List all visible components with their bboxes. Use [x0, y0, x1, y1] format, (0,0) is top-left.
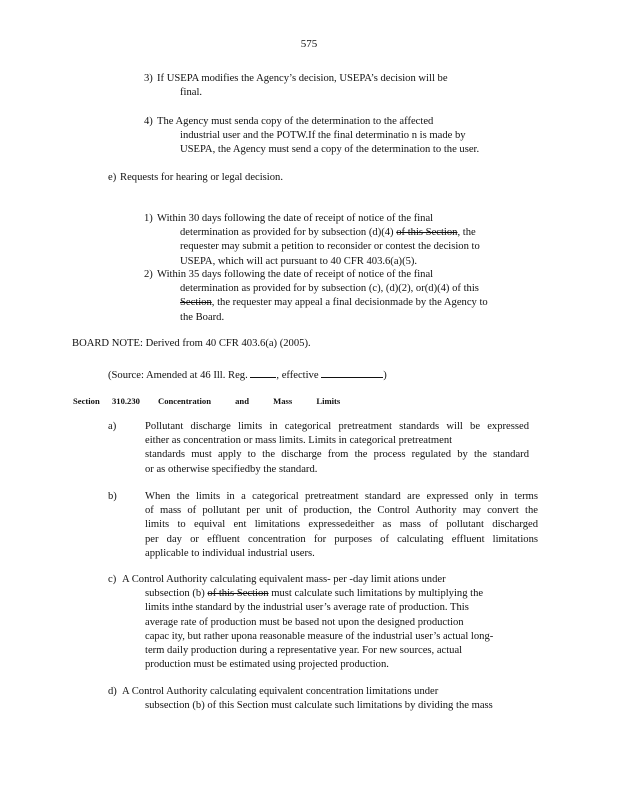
paragraph-line: limits to equival ent limitations expressedeither as mass of pollutant discharged: [145, 519, 538, 531]
paragraph-label: 3): [144, 73, 153, 84]
text-span: , the requester may appeal a final decisionmade by the Agency to: [211, 297, 488, 309]
paragraph-label: 4): [144, 116, 153, 127]
subsection-label: e): [108, 172, 117, 183]
paragraph-line: the Board.: [180, 311, 225, 323]
section-label: Section: [73, 396, 100, 406]
paragraph-line: of mass of pollutant per unit of production, the Control Authority may convert the: [145, 505, 538, 517]
source-note: [108, 366, 387, 383]
paragraph-line: USEPA, which will act pursuant to 40 CFR 403.6(a)(5).: [180, 255, 418, 267]
board-note: BOARD NOTE: Derived from 40 CFR 403.6(a) (2005).: [72, 338, 311, 349]
paragraph-line: If USEPA modifies the Agency’s decision, USEPA’s decision will be: [157, 73, 448, 84]
paragraph-line: A Control Authority calculating equivalent concentration limitations under: [122, 686, 439, 697]
paragraph-line: capac ity, but rather upona reasonable measure of the industrial user’s actual long-: [145, 630, 494, 642]
paragraph-line: Pollutant discharge limits in categorical pretreatment standards will be expressed: [145, 421, 529, 432]
struck-text: Section: [180, 297, 212, 309]
text-span: determination as provided for by subsection (d)(4): [180, 227, 394, 239]
section-number: 310.230: [112, 396, 140, 406]
paragraph-line: production must be estimated using projected production.: [145, 659, 389, 671]
paragraph-line: Within 30 days following the date of receipt of notice of the final: [157, 213, 434, 224]
paragraph-line: USEPA, the Agency must send a copy of the determination to the user.: [180, 144, 480, 156]
text-span: subsection (b): [145, 588, 205, 600]
blank-register-number: [250, 366, 276, 378]
text-span: , the: [457, 227, 476, 239]
subsection-label: a): [108, 421, 117, 432]
section-title: Concentration and Mass Limits: [158, 396, 341, 406]
struck-text: of this Section: [396, 227, 458, 239]
source-middle: , effective: [276, 370, 319, 381]
paragraph-line: Within 35 days following the date of receipt of notice of the final: [157, 269, 434, 280]
page-number: 575: [300, 38, 318, 50]
paragraph-line: [180, 226, 523, 240]
blank-effective-date: [321, 366, 383, 378]
paragraph-line: determination as provided for by subsection (c), (d)(2), or(d)(4) of this: [180, 283, 479, 295]
paragraph-line: When the limits in a categorical pretreatment standard are expressed only in terms: [145, 491, 538, 502]
paragraph-label: 2): [144, 269, 153, 280]
paragraph-label: 1): [144, 213, 153, 224]
paragraph-line: applicable to individual industrial users.: [145, 547, 315, 559]
subsection-heading: Requests for hearing or legal decision.: [120, 172, 283, 183]
subsection-label: b): [108, 491, 117, 502]
struck-text: of this Section: [207, 588, 269, 600]
source-prefix: (Source: Amended at 46 Ill. Reg.: [108, 370, 248, 381]
source-suffix: ): [383, 370, 387, 381]
paragraph-line: requester may submit a petition to reconsider or contest the decision to: [180, 241, 480, 253]
paragraph-line: final.: [180, 87, 203, 99]
paragraph-line: [145, 587, 538, 601]
paragraph-line: [180, 296, 533, 310]
text-span: must calculate such limitations by multiplying the: [271, 588, 484, 600]
paragraph-line: standards must apply to the discharge from the process regulated by the standard: [145, 449, 529, 461]
paragraph-line: term daily production during a representative year. For new sources, actual: [145, 645, 463, 657]
paragraph-line: The Agency must senda copy of the determination to the affected: [157, 116, 434, 127]
paragraph-line: limits inthe standard by the industrial user’s average rate of production. This: [145, 602, 469, 614]
paragraph-line: either as concentration or mass limits. Limits in categorical pretreatment: [145, 435, 453, 447]
paragraph-line: per day or effluent concentration for purposes of calculating effluent limitations: [145, 533, 538, 545]
paragraph-line: subsection (b) of this Section must calculate such limitations by dividing the mass: [145, 700, 493, 712]
paragraph-line: or as otherwise specifiedby the standard.: [145, 463, 318, 475]
paragraph-line: average rate of production must be based not upon the designed production: [145, 616, 464, 628]
paragraph-line: industrial user and the POTW.If the final determinatio n is made by: [180, 130, 466, 142]
subsection-label: d): [108, 686, 117, 697]
subsection-label: c): [108, 574, 117, 585]
paragraph-line: A Control Authority calculating equivalent mass- per -day limit ations under: [122, 574, 446, 585]
